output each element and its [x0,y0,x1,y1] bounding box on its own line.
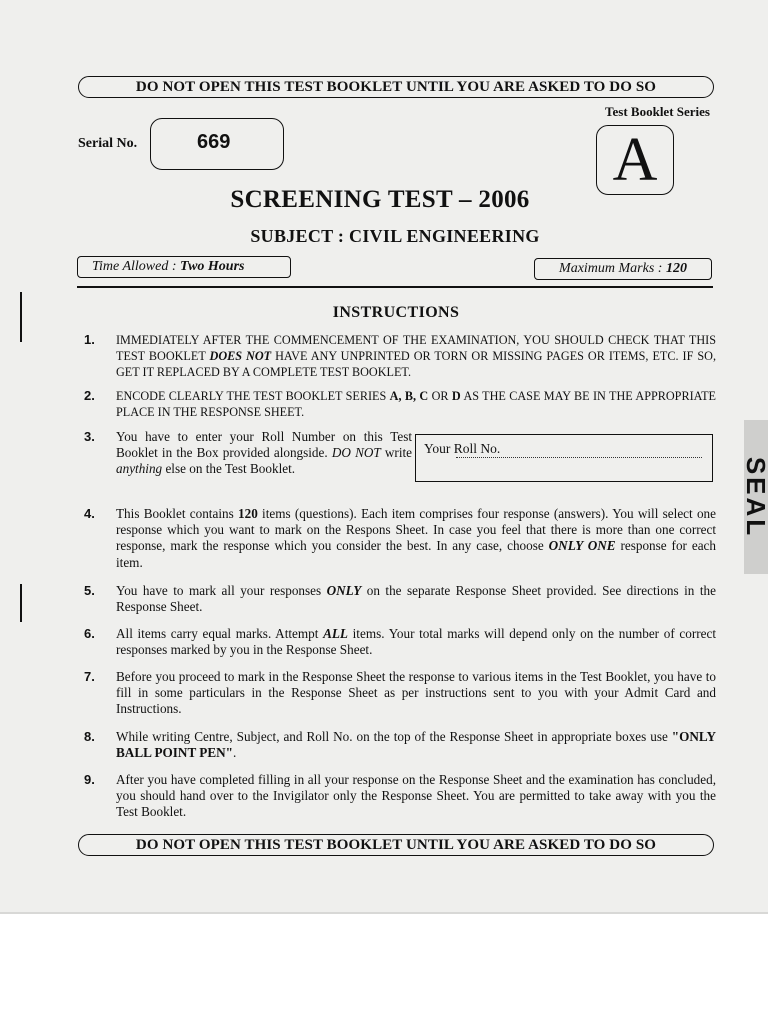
instruction-item [84,669,716,718]
time-allowed-box [77,256,291,278]
test-booklet-series-label: Test Booklet Series [605,104,710,119]
serial-number-box [150,118,284,170]
roll-number-label: Your Roll No. [424,441,501,456]
instruction-number: 1. [84,332,95,347]
instruction-item [84,506,716,571]
instruction-number: 2. [84,388,95,403]
instruction-item [84,332,716,381]
instruction-number: 8. [84,729,95,744]
roll-number-box[interactable] [415,434,713,482]
subject-heading: SUBJECT : CIVIL ENGINEERING [250,226,540,246]
maximum-marks-value: 120 [665,261,687,276]
instruction-number: 4. [84,506,95,521]
instruction-number: 6. [84,626,95,641]
time-allowed-label: Time Allowed : [92,259,177,274]
instruction-number: 3. [84,429,95,444]
instruction-text: You have to enter your Roll Number on this Test Booklet in the Box provided alongside. DO NOT write anything else on the Test Booklet. [116,429,413,477]
instruction-item [84,729,716,761]
time-allowed-value: Two Hours [180,259,245,274]
instruction-text: ENCODE CLEARLY THE TEST BOOKLET SERIES A, B, C OR D AS THE CASE MAY BE IN THE APPROPRIATE PLACE IN THE RESPONSE SHEET. [116,389,716,420]
header-divider [77,286,713,288]
instruction-item [84,626,716,658]
page-title: SCREENING TEST – 2006 [230,186,530,213]
test-booklet-series-box [596,125,674,195]
binder-hole-mark [20,584,22,622]
serial-number-value: 669 [197,131,231,153]
seal-label: SEAL [741,456,772,538]
serial-number-label: Serial No. [78,136,138,151]
maximum-marks-label: Maximum Marks : [559,261,663,276]
instruction-item [84,583,716,615]
top-warning-banner: DO NOT OPEN THIS TEST BOOKLET UNTIL YOU ARE ASKED TO DO SO [78,76,714,98]
page-edge [0,912,768,914]
roll-number-entry-line[interactable] [456,457,702,458]
instruction-text: Before you proceed to mark in the Response Sheet the response to various items in the Test Booklet, you have to fill in some particulars in the Response Sheet as per instructions sent to you with your Admit Card and Instructions. [116,669,716,717]
instruction-number: 5. [84,583,95,598]
instruction-text: You have to mark all your responses ONLY on the separate Response Sheet provided. See directions in the Response Sheet. [116,583,716,615]
bottom-warning-banner: DO NOT OPEN THIS TEST BOOKLET UNTIL YOU ARE ASKED TO DO SO [78,834,714,856]
instruction-text: After you have completed filling in all your response on the Response Sheet and the examination has concluded, you should hand over to the Invigilator only the Response Sheet. You are permitted to take away with you the Test Booklet. [116,772,716,820]
binder-hole-mark [20,292,22,342]
instruction-text: All items carry equal marks. Attempt ALL items. Your total marks will depend only on the number of correct responses marked by you in the Response Sheet. [116,626,716,658]
test-booklet-series-value: A [612,126,658,194]
instruction-item [84,772,716,821]
instruction-number: 9. [84,772,95,787]
seal-tab [741,420,772,574]
instruction-text: This Booklet contains 120 items (questions). Each item comprises four response (answers). You will select one response which you want to mark on the Respons Sheet. In case you feel that there is more than one correct response, mark the response which you consider the best. In any case, choose ONLY ONE response for each item. [116,506,717,570]
instruction-item [84,388,716,420]
instruction-number: 7. [84,669,95,684]
instruction-text: While writing Centre, Subject, and Roll No. on the top of the Response Sheet in appropriate boxes use "ONLY BALL POINT PEN". [116,729,716,761]
maximum-marks-box [534,258,712,280]
instruction-text: IMMEDIATELY AFTER THE COMMENCEMENT OF THE EXAMINATION, YOU SHOULD CHECK THAT THIS TEST BOOKLET DOES NOT HAVE ANY UNPRINTED OR TORN OR MISSING PAGES OR ITEMS, ETC. IF SO, GET IT REPLACED BY A COMPLETE TEST BOOKLET. [116,333,716,380]
instructions-heading: INSTRUCTIONS [332,304,460,321]
